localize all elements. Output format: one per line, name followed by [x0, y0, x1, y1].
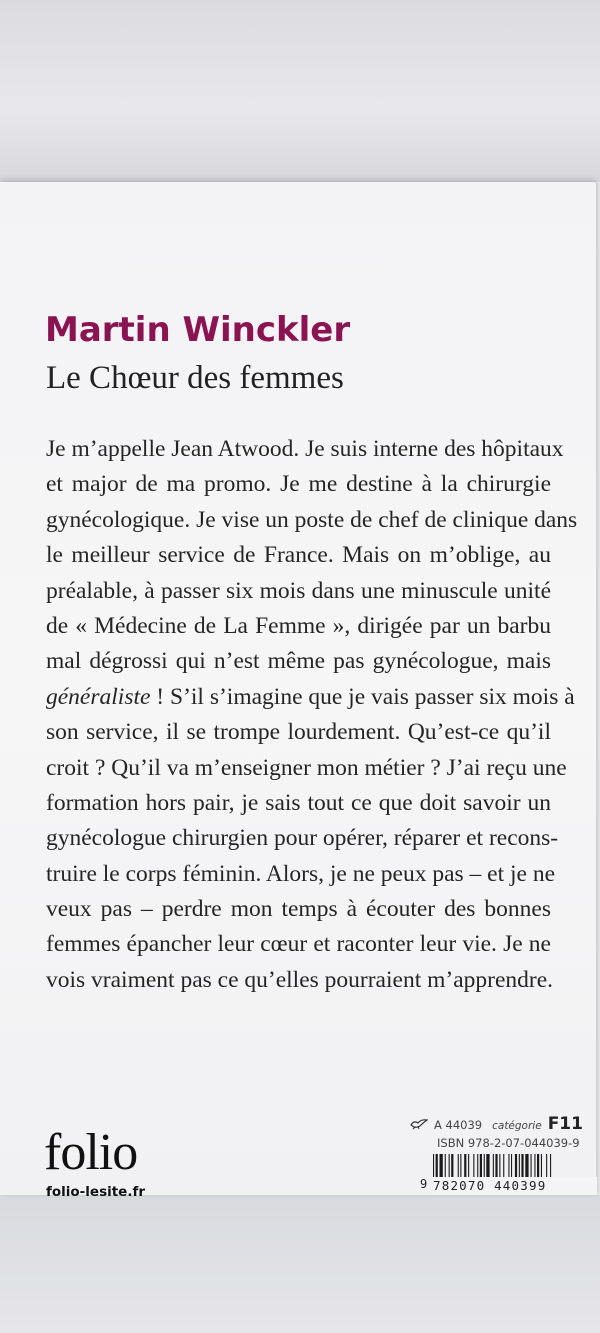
reference-number: A 44039 — [434, 1118, 483, 1132]
blurb-line: le meilleur service de France. Mais on m’oblige, au — [46, 542, 551, 569]
blurb-line: mal dégrossi qui n’est même pas gynécologue, mais — [46, 648, 551, 675]
blurb-text — [46, 432, 578, 998]
author-name: Martin Winckler — [45, 310, 351, 350]
blurb-line: préalable, à passer six mois dans une minuscule unité — [46, 577, 551, 604]
publisher-logo: folio — [44, 1124, 138, 1181]
dove-logo-icon — [410, 1118, 428, 1133]
blurb-line — [46, 680, 575, 715]
blurb-line: gynécologique. Je vise un poste de chef de clinique dans — [46, 506, 578, 533]
reference-line — [410, 1114, 583, 1134]
blurb-line: croit ? Qu’il va m’enseigner mon métier ? J’ai reçu une — [46, 754, 567, 781]
blurb-line: truire le corps féminin. Alors, je ne peux pas – et je ne — [46, 860, 556, 887]
blurb-line-rest: ! S’il s’imagine que je vais passer six mois à — [150, 683, 575, 710]
blurb-line: de « Médecine de La Femme », dirigée par un barbu — [46, 612, 551, 639]
blurb-line: femmes épancher leur cœur et raconter leur vie. Je ne — [46, 931, 551, 958]
blurb-line: son service, il se trompe lourdement. Qu’est-ce qu’il — [46, 719, 551, 746]
background-top — [0, 0, 600, 182]
blurb-emphasis: généraliste — [46, 683, 151, 710]
blurb-line: vois vraiment pas ce qu’elles pourraient m’apprendre. — [46, 966, 554, 993]
blurb-line: formation hors pair, je sais tout ce que doit savoir un — [46, 789, 551, 816]
book-title: Le Chœur des femmes — [46, 360, 344, 396]
blurb-line: Je m’appelle Jean Atwood. Je suis interne des hôpitaux — [46, 436, 564, 462]
category-code: F11 — [547, 1114, 583, 1134]
barcode-digits: 782070 440399 — [433, 1177, 597, 1195]
publisher-website: folio-lesite.fr — [46, 1184, 145, 1200]
blurb-line: veux pas – perdre mon temps à écouter des bonnes — [46, 896, 551, 923]
barcode-first-digit: 9 — [420, 1177, 428, 1191]
isbn-number: ISBN 978-2-07-044039-9 — [437, 1136, 580, 1150]
background-bottom — [0, 1195, 600, 1333]
blurb-line: gynécologue chirurgien pour opérer, réparer et recons- — [46, 825, 559, 852]
blurb-line: et major de ma promo. Je me destine à la chirurgie — [46, 471, 551, 498]
category-label: catégorie — [492, 1120, 542, 1132]
